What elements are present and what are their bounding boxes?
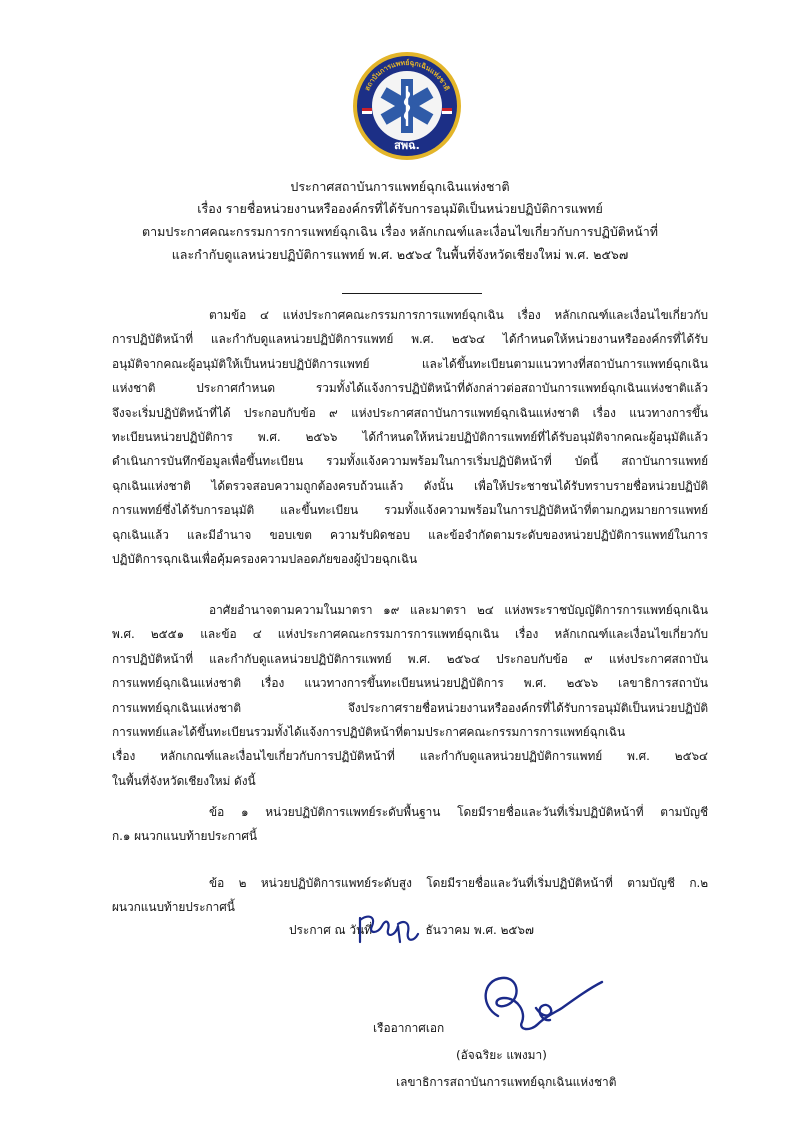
text-line: ทะเบียนหน่วยปฏิบัติการ พ.ศ. ๒๕๖๖ ได้กำหนดให้หน่วยปฏิบัติการแพทย์ที่ได้รับอนุมัติจากคณะผู้อนุมัติแล้ว <box>112 430 708 445</box>
announcement-subject-line-2: ตามประกาศคณะกรรมการการแพทย์ฉุกเฉิน เรื่อง หลักเกณฑ์และเงื่อนไขเกี่ยวกับการปฏิบัติหน้าที่ <box>142 224 658 239</box>
institution-logo <box>352 48 462 166</box>
text-line: อาศัยอำนาจตามความในมาตรา ๑๙ และมาตรา ๒๔ แห่งพระราชบัญญัติการการแพทย์ฉุกเฉิน <box>209 603 708 617</box>
announcement-subject: เรื่อง รายชื่อหน่วยงานหรือองค์กรที่ได้รับการอนุมัติเป็นหน่วยปฏิบัติการแพทย์ <box>197 201 603 216</box>
logo-arc-text: สถาบันการแพทย์ฉุกเฉินแห่งชาติ <box>363 58 451 93</box>
text-line: ฉุกเฉินแห่งชาติ ได้ตรวจสอบความถูกต้องครบถ้วนแล้ว ดังนั้น เพื่อให้ประชาชนได้รับทราบรายชื่อหน่วยปฏิบัติ <box>112 478 708 493</box>
logo-abbreviation: สพฉ. <box>394 139 420 152</box>
text-line: ก.๑ ผนวกแนบท้ายประกาศนี้ <box>112 829 257 844</box>
text-line: แห่งชาติ ประกาศกำหนด รวมทั้งได้แจ้งการปฏิบัติหน้าที่ดังกล่าวต่อสถาบันการแพทย์ฉุกเฉินแห่งชาติแล้ว <box>112 381 708 396</box>
signatory-position: เลขาธิการสถาบันการแพทย์ฉุกเฉินแห่งชาติ <box>396 1075 617 1089</box>
text-line: ดำเนินการบันทึกข้อมูลเพื่อขึ้นทะเบียน รวมทั้งแจ้งความพร้อมในการเริ่มปฏิบัติหน้าที่ บัดนี้ สถาบันการแพทย์ <box>112 454 708 469</box>
text-line: ในพื้นที่จังหวัดเชียงใหม่ ดังนี้ <box>112 773 256 788</box>
heading-divider <box>342 293 482 294</box>
signatory-name: (อัจฉริยะ แพงมา) <box>456 1048 547 1062</box>
text-line: การแพทย์ฉุกเฉินแห่งชาติ เรื่อง แนวทางการขึ้นทะเบียนหน่วยปฏิบัติการ พ.ศ. ๒๕๖๖ เลขาธิการสถาบัน <box>112 676 708 691</box>
signature <box>476 972 616 1042</box>
date-prefix: ประกาศ ณ วันที่ <box>289 923 372 937</box>
text-line: ผนวกแนบท้ายประกาศนี้ <box>112 900 235 915</box>
body-paragraph-1 <box>112 303 708 571</box>
body-paragraph-2 <box>112 598 708 793</box>
thai-flag-ribbon-right-icon <box>442 108 452 118</box>
text-line: ปฏิบัติการฉุกเฉินเพื่อคุ้มครองความปลอดภัยของผู้ป่วยฉุกเฉิน <box>112 552 418 567</box>
text-line: เรื่อง หลักเกณฑ์และเงื่อนไขเกี่ยวกับการปฏิบัติหน้าที่ และกำกับดูแลหน่วยปฏิบัติการแพทย์ พ.ศ. ๒๕๖๔ <box>112 749 708 764</box>
text-line: การแพทย์ซึ่งได้รับการอนุมัติ และขึ้นทะเบียน รวมทั้งแจ้งความพร้อมในการปฏิบัติหน้าที่ตามกฎหมายการแพทย์ <box>112 503 708 518</box>
signatory-rank: เรืออากาศเอก <box>373 1021 445 1035</box>
text-line: พ.ศ. ๒๕๕๑ และข้อ ๔ แห่งประกาศคณะกรรมการการแพทย์ฉุกเฉิน เรื่อง หลักเกณฑ์และเงื่อนไขเกี่ยวกับ <box>112 627 708 642</box>
text-line: ข้อ ๒ หน่วยปฏิบัติการแพทย์ระดับสูง โดยมีรายชื่อและวันที่เริ่มปฏิบัติหน้าที่ ตามบัญชี ก.๒ <box>209 876 708 890</box>
text-line: การปฏิบัติหน้าที่ และกำกับดูแลหน่วยปฏิบัติการแพทย์ พ.ศ. ๒๕๖๔ ได้กำหนดให้หน่วยงานหรือองค์กรที่ได้รับ <box>112 332 708 347</box>
clause-1 <box>112 800 708 849</box>
announcement-title: ประกาศสถาบันการแพทย์ฉุกเฉินแห่งชาติ <box>290 179 510 194</box>
text-line: ฉุกเฉินแล้ว และมีอำนาจ ขอบเขต ความรับผิดชอบ และข้อจำกัดตามระดับของหน่วยปฏิบัติการแพทย์ในการ <box>112 527 708 542</box>
text-line: ตามข้อ ๔ แห่งประกาศคณะกรรมการการแพทย์ฉุกเฉิน เรื่อง หลักเกณฑ์และเงื่อนไขเกี่ยวกับ <box>209 308 708 322</box>
text-line: อนุมัติจากคณะผู้อนุมัติให้เป็นหน่วยปฏิบัติการแพทย์ และได้ขึ้นทะเบียนตามแนวทางที่สถาบันการแพทย์ฉุกเฉิน <box>112 356 708 371</box>
thai-flag-ribbon-left-icon <box>362 108 372 118</box>
announcement-subject-line-3: และกำกับดูแลหน่วยปฏิบัติการแพทย์ พ.ศ. ๒๕๖๔ ในพื้นที่จังหวัดเชียงใหม่ พ.ศ. ๒๕๖๗ <box>171 247 629 262</box>
text-line: การแพทย์ฉุกเฉินแห่งชาติ จึงประกาศรายชื่อหน่วยงานหรือองค์กรที่ได้รับการอนุมัติเป็นหน่วยปฏิบัติ <box>112 700 708 715</box>
date-month-year: ธันวาคม พ.ศ. ๒๕๖๗ <box>425 923 534 937</box>
text-line: จึงจะเริ่มปฏิบัติหน้าที่ได้ ประกอบกับข้อ ๙ แห่งประกาศสถาบันการแพทย์ฉุกเฉินแห่งชาติ เรื่อง แนวทางการขึ้น <box>112 405 708 420</box>
handwritten-day-mark <box>356 912 420 948</box>
text-line: ข้อ ๑ หน่วยปฏิบัติการแพทย์ระดับพื้นฐาน โดยมีรายชื่อและวันที่เริ่มปฏิบัติหน้าที่ ตามบัญชี <box>209 805 708 819</box>
text-line: การแพทย์และได้ขึ้นทะเบียนรวมทั้งได้แจ้งการปฏิบัติหน้าที่ตามประกาศคณะกรรมการการแพทย์ฉุกเฉิน <box>112 725 626 740</box>
text-line: การปฏิบัติหน้าที่ และกำกับดูแลหน่วยปฏิบัติการแพทย์ พ.ศ. ๒๕๖๔ ประกอบกับข้อ ๙ แห่งประกาศสถาบัน <box>112 651 708 666</box>
